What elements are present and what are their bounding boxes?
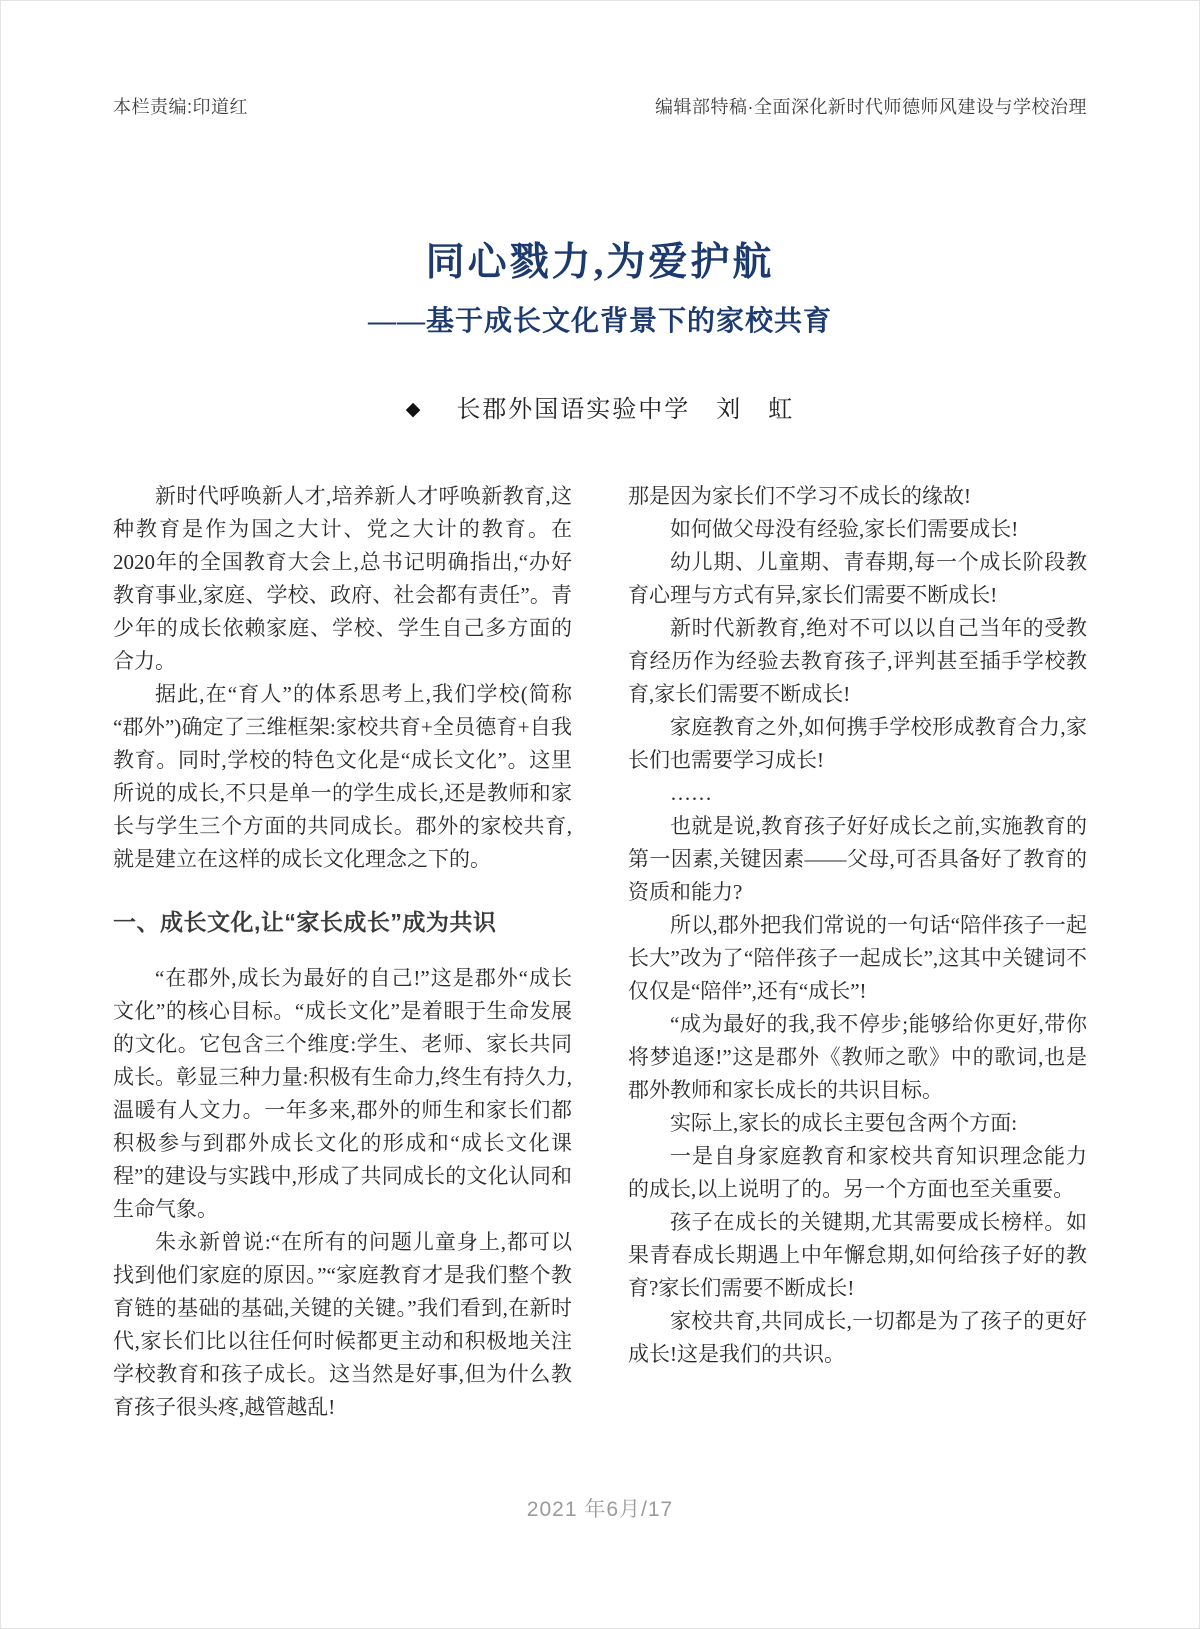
left-column xyxy=(113,480,572,1424)
article-subtitle: ——基于成长文化背景下的家校共育 xyxy=(367,306,832,337)
header-editor-note: 本栏责编:印道红 xyxy=(113,97,249,117)
header-column-title: 编辑部特稿·全面深化新时代师德师风建设与学校治理 xyxy=(655,97,1087,117)
paragraph: “在郡外,成长为最好的自己!”这是郡外“成长文化”的核心目标。“成长文化”是着眼于生命发展的文化。它包含三个维度:学生、老师、家长共同成长。彰显三种力量:积极有生命力,终生有持久力,温暖有人文力。一年多来,郡外的师生和家长们都积极参与到郡外成长文化的形成和“成长文化课程”的建设与实践中,形成了共同成长的文化认同和生命气象。 xyxy=(113,966,572,1222)
page-footer: 2021 年6月/17 xyxy=(526,1498,674,1521)
paragraph: 一是自身家庭教育和家校共育知识理念能力的成长,以上说明了的。另一个方面也至关重要。 xyxy=(628,1144,1087,1201)
paragraph: 幼儿期、儿童期、青春期,每一个成长阶段教育心理与方式有异,家长们需要不断成长! xyxy=(628,550,1087,607)
paragraph: 孩子在成长的关键期,尤其需要成长榜样。如果青春成长期遇上中年懈怠期,如何给孩子好的教育?家长们需要不断成长! xyxy=(628,1210,1087,1300)
article-title: 同心戮力,为爱护航 xyxy=(425,241,775,284)
author-line xyxy=(1,389,1199,424)
right-column xyxy=(628,480,1087,1424)
paragraph: 新时代新教育,绝对不可以以自己当年的受教育经历作为经验去教育孩子,评判甚至插手学校教育,家长们需要不断成长! xyxy=(628,616,1087,706)
paragraph: 所以,郡外把我们常说的一句话“陪伴孩子一起长大”改为了“陪伴孩子一起成长”,这其中关键词不仅仅是“陪伴”,还有“成长”! xyxy=(628,913,1087,1003)
paragraph: 家庭教育之外,如何携手学校形成教育合力,家长们也需要学习成长! xyxy=(628,715,1087,772)
paragraph: 实际上,家长的成长主要包含两个方面: xyxy=(670,1111,1018,1135)
author-affiliation-and-name: 长郡外国语实验中学 刘 虹 xyxy=(456,397,795,423)
article-body xyxy=(1,480,1199,1424)
page-header xyxy=(1,1,1199,119)
paragraph: 也就是说,教育孩子好好成长之前,实施教育的第一因素,关键因素——父母,可否具备好了教育的资质和能力? xyxy=(628,814,1087,904)
ellipsis-line: …… xyxy=(670,781,712,805)
paragraph: 如何做父母没有经验,家长们需要成长! xyxy=(670,517,1019,541)
paragraph: 据此,在“育人”的体系思考上,我们学校(简称“郡外”)确定了三维框架:家校共育+全员德育+自我教育。同时,学校的特色文化是“成长文化”。这里所说的成长,不只是单一的学生成长,还是教师和家长与学生三个方面的共同成长。郡外的家校共育,就是建立在这样的成长文化理念之下的。 xyxy=(113,682,572,871)
paragraph: “成为最好的我,我不停步;能够给你更好,带你将梦追逐!”这是郡外《教师之歌》中的歌词,也是郡外教师和家长成长的共识目标。 xyxy=(628,1012,1087,1102)
title-block xyxy=(1,231,1199,339)
diamond-icon: ◆ xyxy=(405,399,423,420)
section-heading: 一、成长文化,让“家长成长”成为共识 xyxy=(113,909,497,935)
paragraph: 那是因为家长们不学习不成长的缘故! xyxy=(628,484,971,508)
paragraph: 新时代呼唤新人才,培养新人才呼唤新教育,这种教育是作为国之大计、党之大计的教育。在2020年的全国教育大会上,总书记明确指出,“办好教育事业,家庭、学校、政府、社会都有责任”。青少年的成长依赖家庭、学校、学生自己多方面的合力。 xyxy=(113,484,572,673)
paragraph: 朱永新曾说:“在所有的问题儿童身上,都可以找到他们家庭的原因。”“家庭教育才是我们整个教育链的基础的基础,关键的关键。”我们看到,在新时代,家长们比以往任何时候都更主动和积极地关注学校教育和孩子成长。这当然是好事,但为什么教育孩子很头疼,越管越乱! xyxy=(113,1230,572,1420)
paragraph: 家校共育,共同成长,一切都是为了孩子的更好成长!这是我们的共识。 xyxy=(628,1309,1087,1366)
